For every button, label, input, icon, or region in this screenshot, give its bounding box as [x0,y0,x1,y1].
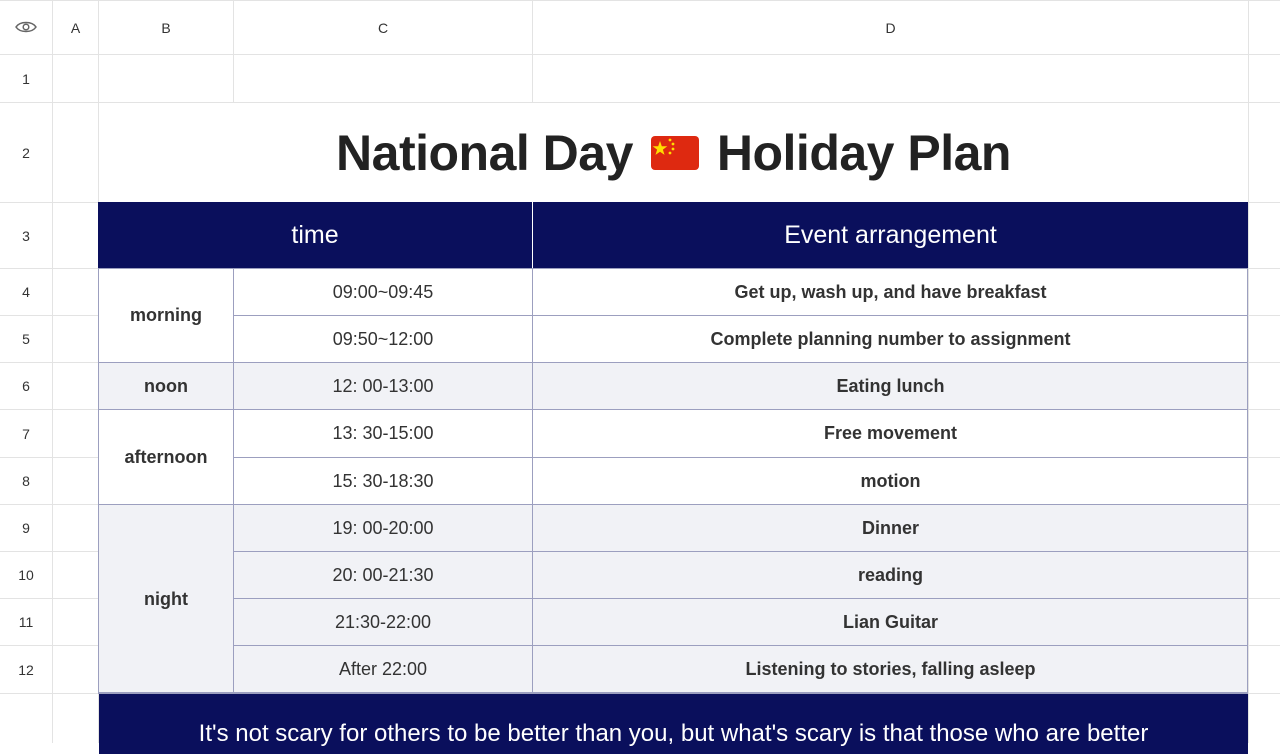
table-border [233,645,1248,646]
event-cell[interactable]: Dinner [861,517,919,538]
period-noon[interactable]: noon [144,375,188,396]
title-text-start: National Day [336,124,633,181]
period-night[interactable]: night [144,588,188,609]
row-header-12[interactable]: 12 [0,646,52,693]
footer-quote-text: It's not scary for others to be better than you, but what's scary is that those who are better [198,720,1149,747]
china-flag-icon [651,124,699,182]
column-header-c[interactable]: C [234,1,532,54]
time-cell[interactable]: 13: 30-15:00 [332,423,434,443]
row-header-11[interactable]: 11 [0,599,52,645]
table-border [233,457,1248,458]
event-cell[interactable]: Eating lunch [836,375,945,396]
time-cell[interactable]: 19: 00-20:00 [332,517,434,538]
table-border [98,504,1248,505]
row-header-2[interactable]: 2 [0,103,52,202]
event-cell[interactable]: reading [857,564,923,585]
row-header-6[interactable]: 6 [0,363,52,409]
row-header-10[interactable]: 10 [0,552,52,598]
table-border [98,268,1248,269]
time-cell[interactable]: After 22:00 [338,659,428,679]
time-cell[interactable]: 20: 00-21:30 [332,564,434,585]
table-border [233,268,234,694]
title-text-end: Holiday Plan [716,124,1011,181]
row-header-5[interactable]: 5 [0,316,52,362]
time-cell[interactable]: 12: 00-13:00 [332,375,434,396]
column-header-d[interactable]: D [533,1,1248,54]
row-header-7[interactable]: 7 [0,410,52,457]
time-cell[interactable]: 21:30-22:00 [334,611,432,632]
row-header-3[interactable]: 3 [0,203,52,268]
row-header-4[interactable]: 4 [0,269,52,315]
event-cell[interactable]: Get up, wash up, and have breakfast [734,281,1047,302]
event-cell[interactable]: Complete planning number to assignment [710,328,1071,349]
row-header-8[interactable]: 8 [0,458,52,504]
column-header-b[interactable]: B [99,1,233,54]
table-border [98,409,1248,410]
row-header-9[interactable]: 9 [0,505,52,551]
time-cell[interactable]: 15: 30-18:30 [332,470,434,491]
table-border [532,268,533,694]
table-border [233,315,1248,316]
table-border [98,268,99,694]
period-morning[interactable]: morning [130,305,202,325]
table-header-time[interactable]: time [98,202,532,269]
header-divider [532,202,533,269]
eye-icon [15,20,37,34]
table-border [233,551,1248,552]
table-header-event[interactable]: Event arrangement [533,202,1248,269]
event-cell[interactable]: motion [860,470,921,491]
time-cell[interactable]: 09:50~12:00 [332,328,434,349]
column-header-a[interactable]: A [53,1,98,54]
event-cell[interactable]: Lian Guitar [842,611,938,632]
period-afternoon[interactable]: afternoon [124,446,208,467]
row-header-1[interactable]: 1 [0,55,52,102]
table-border [98,362,1248,363]
event-cell[interactable]: Free movement [823,423,958,443]
select-all-corner[interactable] [0,0,52,54]
sheet-title[interactable] [99,103,1248,202]
table-border [1247,268,1248,694]
footer-quote-cell[interactable] [99,694,1248,754]
table-border [233,598,1248,599]
event-cell[interactable]: Listening to stories, falling asleep [745,659,1036,679]
time-cell[interactable]: 09:00~09:45 [332,281,434,302]
